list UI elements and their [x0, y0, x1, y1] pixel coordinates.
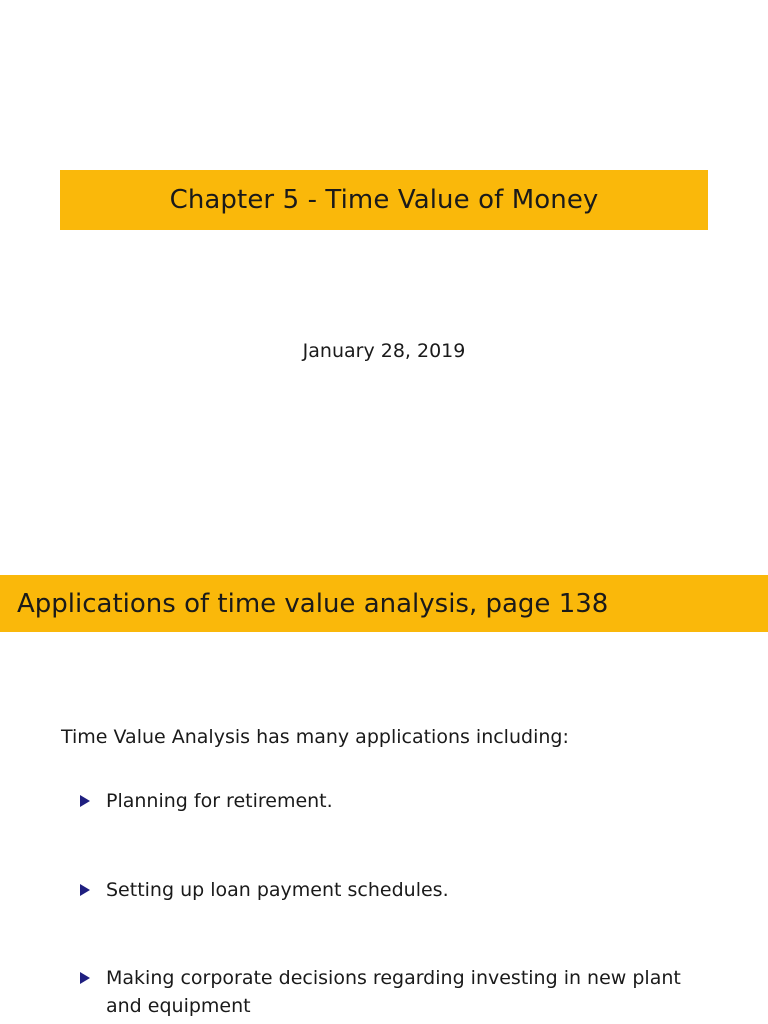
frame-title: Applications of time value analysis, page 138: [17, 588, 609, 619]
content-slide: [0, 575, 768, 1024]
title-banner: [60, 170, 708, 230]
triangle-bullet-icon: [80, 884, 90, 896]
bullet-text: Setting up loan payment schedules.: [106, 879, 449, 901]
intro-text: Time Value Analysis has many applications including:: [61, 726, 569, 748]
frame-title-bar: [0, 575, 768, 632]
presentation-date: January 28, 2019: [302, 340, 466, 362]
triangle-bullet-icon: [80, 972, 90, 984]
bullet-item: [80, 964, 700, 1020]
bullet-item: [80, 876, 700, 904]
triangle-bullet-icon: [80, 795, 90, 807]
bullet-text: Planning for retirement.: [106, 790, 333, 812]
bullet-item: [80, 787, 700, 815]
bullet-text: Making corporate decisions regarding investing in new plant and equipment: [106, 967, 681, 1017]
presentation-title: Chapter 5 - Time Value of Money: [169, 185, 599, 215]
